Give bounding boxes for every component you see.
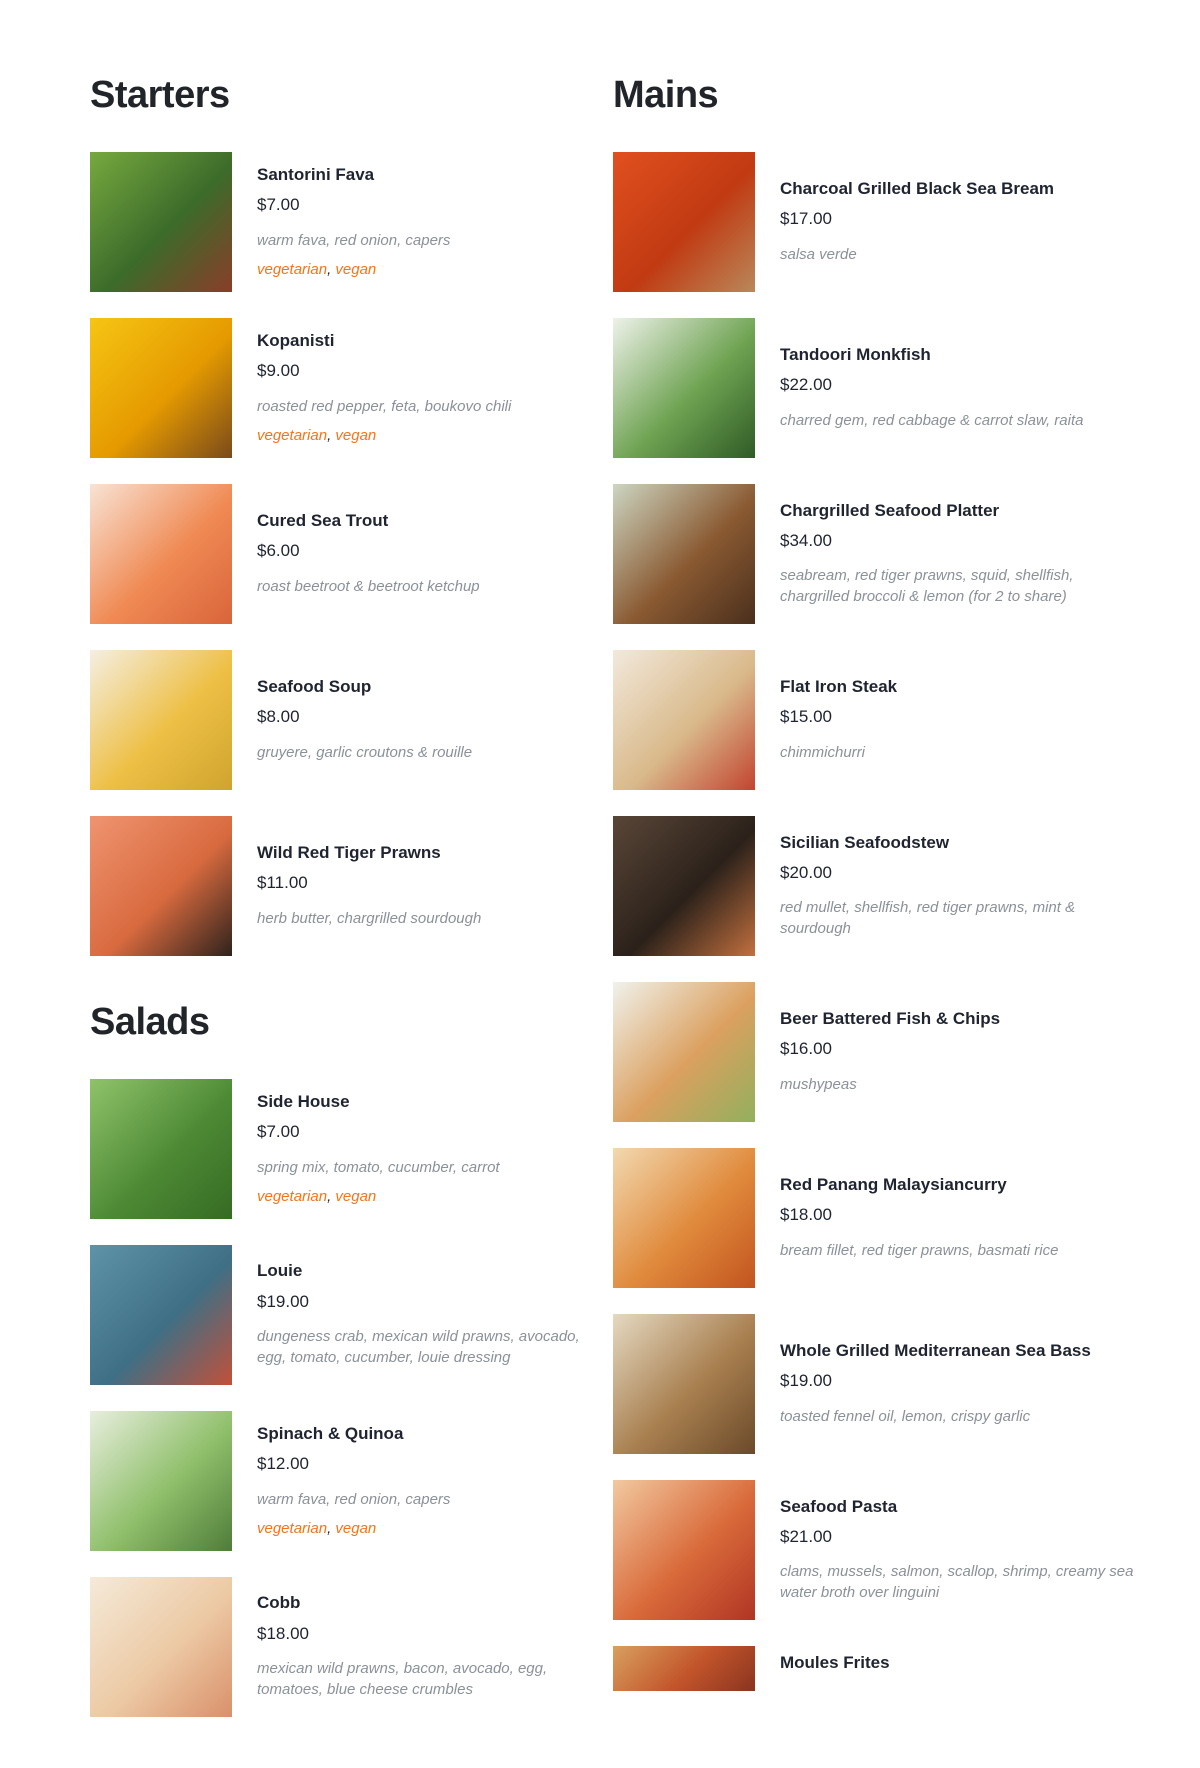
item-price: $22.00 xyxy=(780,375,832,395)
section-items xyxy=(613,152,1136,1691)
item-name: Cured Sea Trout xyxy=(257,511,389,530)
menu-item[interactable] xyxy=(90,650,613,790)
section-title: Salads xyxy=(90,1000,210,1043)
diet-tag[interactable]: vegetarian xyxy=(257,426,328,444)
item-description: clams, mussels, salmon, scallop, shrimp, creamy sea water broth over linguini xyxy=(780,1563,1134,1602)
menu-item[interactable] xyxy=(613,650,1136,790)
menu-section xyxy=(90,76,613,956)
item-description: seabream, red tiger prawns, squid, shellfish, chargrilled broccoli & lemon (for 2 to share) xyxy=(780,567,1074,606)
dish-info xyxy=(257,1261,587,1368)
menu-item[interactable] xyxy=(90,816,613,956)
menu-item[interactable] xyxy=(613,1148,1136,1288)
item-name: Spinach & Quinoa xyxy=(257,1423,404,1443)
dish-info xyxy=(257,1092,500,1206)
dish-info xyxy=(780,501,1136,608)
menu-item[interactable] xyxy=(90,1079,613,1219)
section-title: Starters xyxy=(90,74,230,116)
dish-photo xyxy=(90,152,232,292)
dish-photo xyxy=(90,1245,232,1385)
item-price: $17.00 xyxy=(780,209,832,229)
item-price: $16.00 xyxy=(780,1039,832,1059)
dish-photo xyxy=(613,1480,755,1620)
item-name: Chargrilled Seafood Platter xyxy=(780,500,1000,520)
menu-item[interactable] xyxy=(613,982,1136,1122)
item-price: $21.00 xyxy=(780,1526,832,1546)
dish-info xyxy=(780,1653,890,1683)
dish-info xyxy=(257,331,511,445)
item-name: Charcoal Grilled Black Sea Bream xyxy=(780,179,1055,198)
item-description: chimmichurri xyxy=(780,743,866,761)
dish-info xyxy=(257,511,480,597)
menu-section xyxy=(613,76,1136,1691)
dish-info xyxy=(780,179,1054,265)
dish-info xyxy=(780,345,1084,431)
item-name: Wild Red Tiger Prawns xyxy=(257,843,441,862)
dish-photo xyxy=(613,1148,755,1288)
item-price: $11.00 xyxy=(257,873,308,893)
item-price: $6.00 xyxy=(257,541,300,561)
item-price: $34.00 xyxy=(780,530,832,550)
diet-tag[interactable]: vegan xyxy=(335,260,377,278)
item-description: salsa verde xyxy=(780,245,857,263)
item-tags: vegetarian, vegan xyxy=(257,426,377,444)
item-description: herb butter, chargrilled sourdough xyxy=(257,909,482,927)
section-items xyxy=(90,152,613,956)
item-name: Seafood Soup xyxy=(257,677,372,696)
menu-item[interactable] xyxy=(613,484,1136,624)
menu-item[interactable] xyxy=(613,816,1136,956)
item-description: spring mix, tomato, cucumber, carrot xyxy=(257,1158,500,1176)
section-title: Mains xyxy=(613,74,719,116)
item-name: Seafood Pasta xyxy=(780,1496,898,1516)
dish-info xyxy=(780,677,897,763)
item-price: $19.00 xyxy=(780,1371,832,1391)
dish-photo xyxy=(90,1079,232,1219)
item-price: $20.00 xyxy=(780,862,832,882)
diet-tag[interactable]: vegan xyxy=(335,1187,377,1205)
item-price: $18.00 xyxy=(780,1205,832,1225)
dish-photo xyxy=(90,1411,232,1551)
item-name: Tandoori Monkfish xyxy=(780,345,931,364)
dish-info xyxy=(780,1497,1136,1604)
item-description: mexican wild prawns, bacon, avocado, egg, tomatoes, blue cheese crumbles xyxy=(257,1660,548,1699)
dish-photo xyxy=(613,318,755,458)
item-name: Cobb xyxy=(257,1593,301,1613)
item-tags: vegetarian, vegan xyxy=(257,260,377,278)
menu-section xyxy=(90,1000,613,1717)
dish-photo xyxy=(90,318,232,458)
menu-item[interactable] xyxy=(613,152,1136,292)
diet-tag[interactable]: vegan xyxy=(335,426,377,444)
item-description: warm fava, red onion, capers xyxy=(257,1490,451,1508)
item-description: gruyere, garlic croutons & rouille xyxy=(257,743,473,761)
item-tags: vegetarian, vegan xyxy=(257,1519,377,1537)
item-name: Side House xyxy=(257,1091,350,1111)
item-name: Louie xyxy=(257,1261,303,1281)
menu-item[interactable] xyxy=(90,152,613,292)
dish-info xyxy=(257,677,472,763)
item-price: $8.00 xyxy=(257,707,300,727)
item-name: Flat Iron Steak xyxy=(780,677,898,696)
dish-info xyxy=(780,1009,1000,1095)
dish-photo xyxy=(613,982,755,1122)
item-description: charred gem, red cabbage & carrot slaw, raita xyxy=(780,411,1084,429)
item-description: mushypeas xyxy=(780,1075,857,1093)
item-price: $12.00 xyxy=(257,1454,309,1474)
dish-info xyxy=(257,1593,587,1700)
dish-photo xyxy=(613,650,755,790)
item-name: Kopanisti xyxy=(257,331,335,350)
dish-photo xyxy=(90,1577,232,1717)
menu-item[interactable] xyxy=(613,318,1136,458)
diet-tag[interactable]: vegan xyxy=(335,1519,377,1537)
item-name: Sicilian Seafoodstew xyxy=(780,832,950,852)
item-price: $15.00 xyxy=(780,707,832,727)
dish-photo xyxy=(613,1314,755,1454)
item-tags: vegetarian, vegan xyxy=(257,1187,377,1205)
item-description: toasted fennel oil, lemon, crispy garlic xyxy=(780,1407,1031,1425)
dish-info xyxy=(257,1424,450,1538)
item-description: roast beetroot & beetroot ketchup xyxy=(257,577,480,595)
item-name: Moules Frites xyxy=(780,1653,890,1673)
item-price: $19.00 xyxy=(257,1291,309,1311)
item-name: Whole Grilled Mediterranean Sea Bass xyxy=(780,1341,1091,1360)
menu-item[interactable] xyxy=(90,1245,613,1385)
dish-photo xyxy=(90,650,232,790)
dish-info xyxy=(257,165,450,279)
item-price: $9.00 xyxy=(257,361,300,381)
menu-item[interactable] xyxy=(90,484,613,624)
dish-info xyxy=(780,1175,1058,1261)
section-items xyxy=(90,1079,613,1717)
menu-item[interactable] xyxy=(90,1411,613,1551)
dish-info xyxy=(257,843,481,929)
diet-tag[interactable]: vegetarian xyxy=(257,260,328,278)
dish-info xyxy=(780,833,1136,940)
dish-photo xyxy=(613,152,755,292)
item-name: Red Panang Malaysiancurry xyxy=(780,1175,1007,1194)
item-description: bream fillet, red tiger prawns, basmati rice xyxy=(780,1241,1059,1259)
item-description: red mullet, shellfish, red tiger prawns, mint & sourdough xyxy=(780,899,1076,938)
menu-item[interactable] xyxy=(613,1314,1136,1454)
diet-tag[interactable]: vegetarian xyxy=(257,1519,328,1537)
menu-item[interactable] xyxy=(613,1646,1136,1691)
dish-info xyxy=(780,1341,1091,1427)
item-description: warm fava, red onion, capers xyxy=(257,231,451,249)
item-price: $7.00 xyxy=(257,1122,300,1142)
item-name: Beer Battered Fish & Chips xyxy=(780,1009,1001,1028)
item-price: $18.00 xyxy=(257,1623,309,1643)
item-name: Santorini Fava xyxy=(257,165,375,184)
dish-photo xyxy=(90,816,232,956)
menu-item[interactable] xyxy=(613,1480,1136,1620)
dish-photo xyxy=(613,484,755,624)
item-price: $7.00 xyxy=(257,195,300,215)
dish-photo xyxy=(613,1646,755,1691)
item-description: roasted red pepper, feta, boukovo chili xyxy=(257,397,512,415)
dish-photo xyxy=(90,484,232,624)
item-description: dungeness crab, mexican wild prawns, avocado, egg, tomato, cucumber, louie dressing xyxy=(257,1328,580,1367)
menu-item[interactable] xyxy=(90,1577,613,1717)
dish-photo xyxy=(613,816,755,956)
menu-item[interactable] xyxy=(90,318,613,458)
diet-tag[interactable]: vegetarian xyxy=(257,1187,328,1205)
menu-column-left xyxy=(90,76,613,1717)
menu-column-right xyxy=(613,76,1136,1691)
